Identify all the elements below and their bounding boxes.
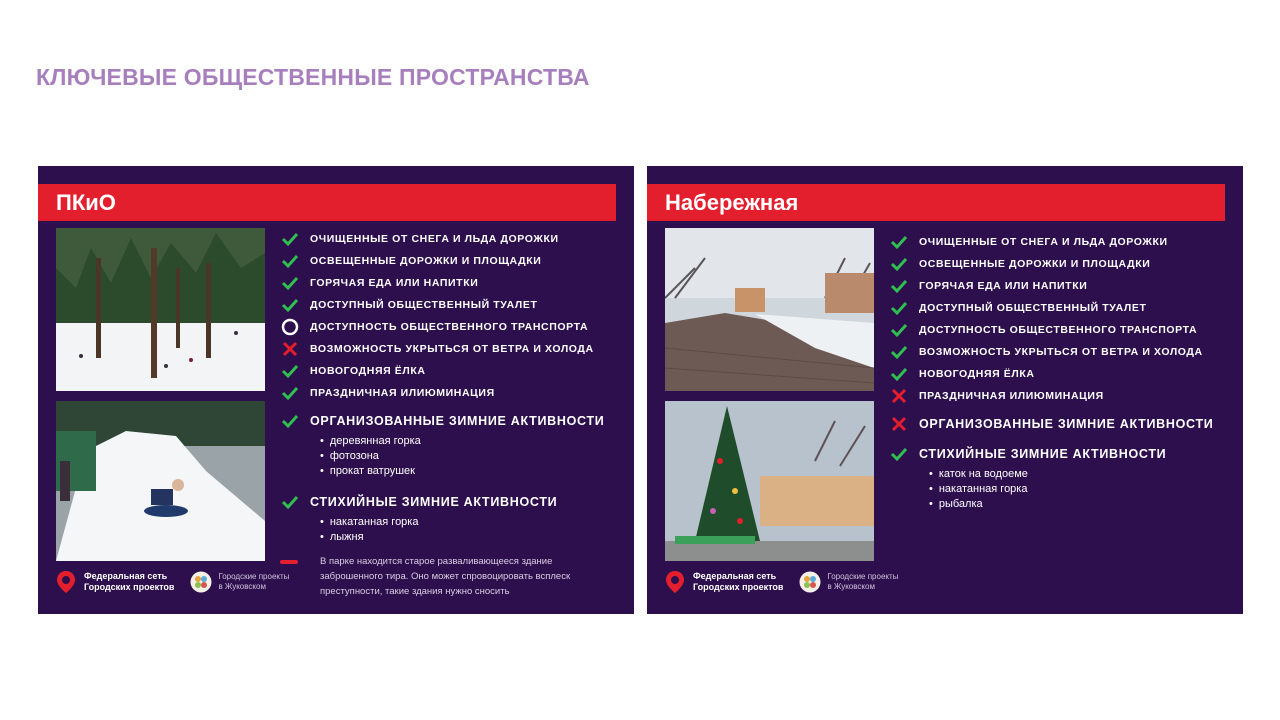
group-heading: СТИХИЙНЫЕ ЗИМНИЕ АКТИВНОСТИ <box>889 441 1229 467</box>
check-icon <box>280 295 300 315</box>
check-icon <box>280 229 300 249</box>
photo-embankment <box>665 228 874 391</box>
circle-icon <box>280 317 300 337</box>
sub-list <box>320 515 620 545</box>
list-item: • рыбалка <box>929 497 1229 512</box>
check-icon <box>280 361 300 381</box>
note: В парке находится старое разваливающееся здание заброшенного тира. Оно может спровоцировать всплеск преступности, такие здания нужно сносить <box>280 554 610 599</box>
criteria-item: НОВОГОДНЯЯ ЁЛКА <box>889 363 1229 385</box>
note-dash-icon <box>280 560 298 564</box>
criteria-item: НОВОГОДНЯЯ ЁЛКА <box>280 360 620 382</box>
criteria-item: ОСВЕЩЕННЫЕ ДОРОЖКИ И ПЛОЩАДКИ <box>280 250 620 272</box>
group-heading: ОРГАНИЗОВАННЫЕ ЗИМНИЕ АКТИВНОСТИ <box>280 408 620 434</box>
check-icon <box>280 383 300 403</box>
check-icon <box>280 492 300 512</box>
footer: Федеральная сеть Городских проектов Городские проекты в Жуковском <box>665 570 898 594</box>
panel-title: Набережная <box>647 184 1225 221</box>
criteria-item: ОЧИЩЕННЫЕ ОТ СНЕГА И ЛЬДА ДОРОЖКИ <box>889 231 1229 253</box>
criteria-item: ДОСТУПНЫЙ ОБЩЕСТВЕННЫЙ ТУАЛЕТ <box>889 297 1229 319</box>
footer: Федеральная сеть Городских проектов Городские проекты в Жуковском <box>56 570 289 594</box>
criteria-item: ВОЗМОЖНОСТЬ УКРЫТЬСЯ ОТ ВЕТРА И ХОЛОДА <box>889 341 1229 363</box>
panel-naberezhnaya <box>647 166 1243 614</box>
photo-park-winter <box>56 228 265 391</box>
criteria-item: ОСВЕЩЕННЫЕ ДОРОЖКИ И ПЛОЩАДКИ <box>889 253 1229 275</box>
check-icon <box>280 251 300 271</box>
project-logo-icon <box>799 571 821 593</box>
page-title: КЛЮЧЕВЫЕ ОБЩЕСТВЕННЫЕ ПРОСТРАНСТВА <box>36 64 590 90</box>
criteria-item: ГОРЯЧАЯ ЕДА ИЛИ НАПИТКИ <box>889 275 1229 297</box>
check-icon <box>889 276 909 296</box>
criteria-item: ДОСТУПНЫЙ ОБЩЕСТВЕННЫЙ ТУАЛЕТ <box>280 294 620 316</box>
check-icon <box>889 364 909 384</box>
project-logo-icon <box>190 571 212 593</box>
criteria-item: ВОЗМОЖНОСТЬ УКРЫТЬСЯ ОТ ВЕТРА И ХОЛОДА <box>280 338 620 360</box>
check-icon <box>889 342 909 362</box>
criteria-list <box>280 228 620 545</box>
cross-icon <box>280 339 300 359</box>
group-heading: ОРГАНИЗОВАННЫЕ ЗИМНИЕ АКТИВНОСТИ <box>889 411 1229 437</box>
criteria-item: ДОСТУПНОСТЬ ОБЩЕСТВЕННОГО ТРАНСПОРТА <box>889 319 1229 341</box>
check-icon <box>889 444 909 464</box>
list-item: • прокат ватрушек <box>320 464 620 479</box>
criteria-list <box>889 231 1229 512</box>
criteria-item: ПРАЗДНИЧНАЯ ИЛИЮМИНАЦИЯ <box>889 385 1229 407</box>
check-icon <box>280 273 300 293</box>
criteria-item: ПРАЗДНИЧНАЯ ИЛИЮМИНАЦИЯ <box>280 382 620 404</box>
criteria-item: ГОРЯЧАЯ ЕДА ИЛИ НАПИТКИ <box>280 272 620 294</box>
list-item: • лыжня <box>320 530 620 545</box>
check-icon <box>889 232 909 252</box>
list-item: • накатанная горка <box>929 482 1229 497</box>
sub-list <box>929 467 1229 512</box>
check-icon <box>280 411 300 431</box>
panel-pkio <box>38 166 634 614</box>
photo-christmas-tree <box>665 401 874 561</box>
photo-sledding-hill <box>56 401 265 561</box>
map-pin-icon <box>665 570 685 594</box>
panel-title: ПКиО <box>38 184 616 221</box>
group-heading: СТИХИЙНЫЕ ЗИМНИЕ АКТИВНОСТИ <box>280 489 620 515</box>
cross-icon <box>889 386 909 406</box>
sub-list <box>320 434 620 479</box>
list-item: • фотозона <box>320 449 620 464</box>
list-item: • накатанная горка <box>320 515 620 530</box>
list-item: • каток на водоеме <box>929 467 1229 482</box>
criteria-item: ДОСТУПНОСТЬ ОБЩЕСТВЕННОГО ТРАНСПОРТА <box>280 316 620 338</box>
check-icon <box>889 320 909 340</box>
map-pin-icon <box>56 570 76 594</box>
criteria-item: ОЧИЩЕННЫЕ ОТ СНЕГА И ЛЬДА ДОРОЖКИ <box>280 228 620 250</box>
list-item: • деревянная горка <box>320 434 620 449</box>
cross-icon <box>889 414 909 434</box>
check-icon <box>889 254 909 274</box>
check-icon <box>889 298 909 318</box>
